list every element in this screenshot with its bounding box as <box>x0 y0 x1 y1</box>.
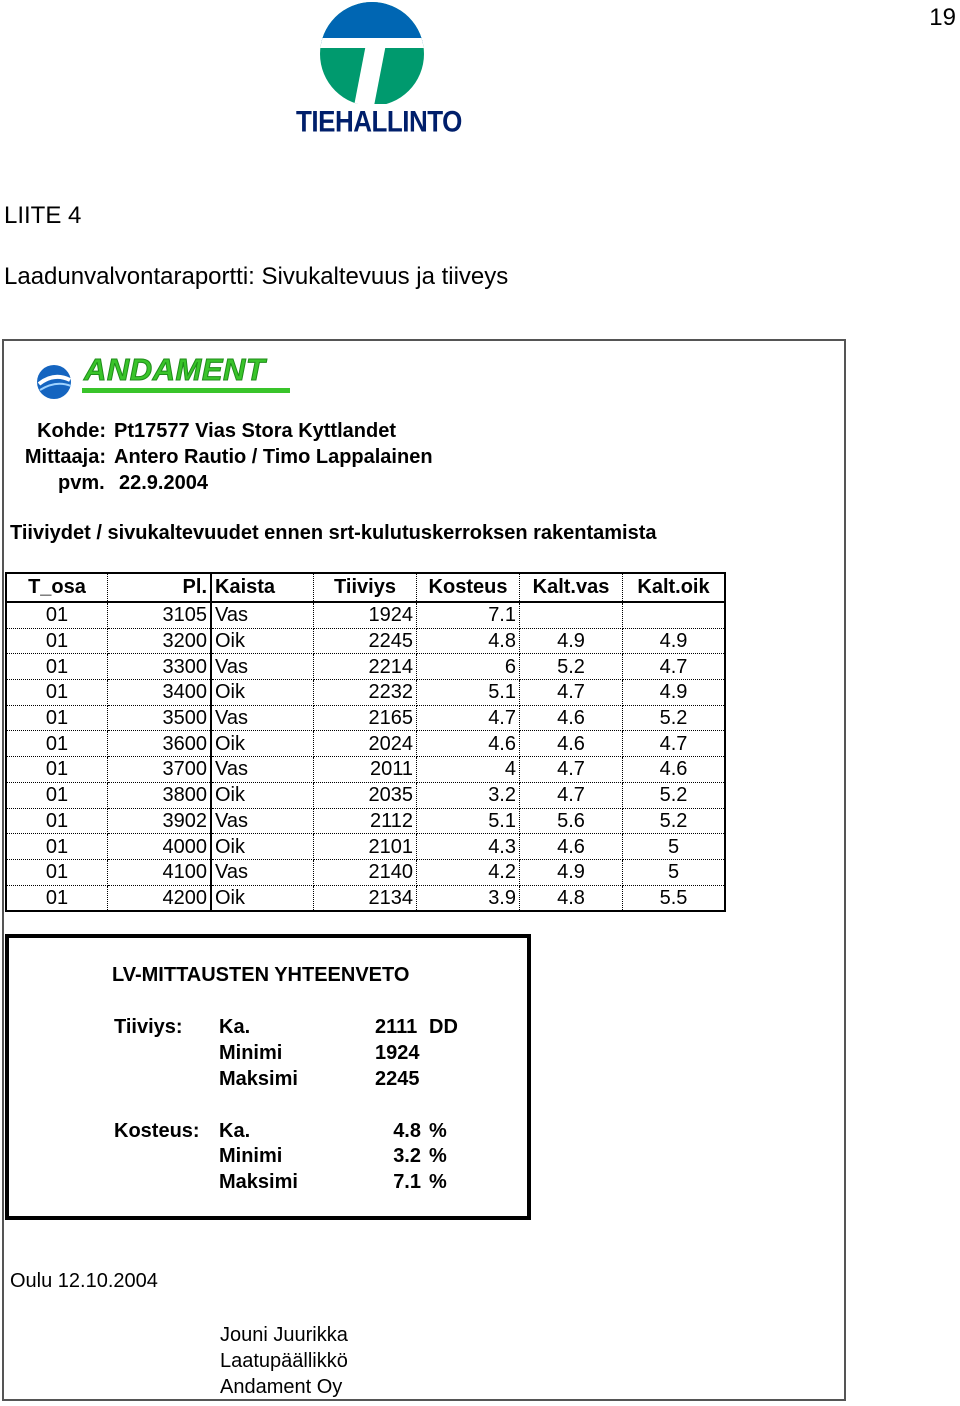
kosteus-max-value: 7.1 <box>393 1171 421 1193</box>
cell-kalt-oik <box>623 602 726 628</box>
col-header-kalt-oik: Kalt.oik <box>623 573 726 602</box>
kosteus-min-label: Minimi <box>219 1145 283 1167</box>
table-row <box>6 680 725 706</box>
cell-kaista: Vas <box>211 859 314 885</box>
table-row <box>6 628 725 654</box>
table-row <box>6 885 725 911</box>
cell-kalt-vas: 4.7 <box>520 782 623 808</box>
cell-kalt-oik: 4.7 <box>623 654 726 680</box>
pvm-value: 22.9.2004 <box>119 472 208 494</box>
tiiviys-ka-label: Ka. <box>219 1016 251 1038</box>
table-row <box>6 834 725 860</box>
cell-kalt-oik: 5 <box>623 834 726 860</box>
kosteus-min-unit: % <box>429 1145 447 1167</box>
cell-pl: 4000 <box>108 834 212 860</box>
pvm-label: pvm. <box>58 472 105 494</box>
cell-tiiviys: 2214 <box>314 654 417 680</box>
cell-pl: 3400 <box>108 680 212 706</box>
cell-kaista: Oik <box>211 731 314 757</box>
cell-tiiviys: 1924 <box>314 602 417 628</box>
cell-t-osa: 01 <box>6 859 108 885</box>
cell-pl: 4200 <box>108 885 212 911</box>
cell-kaista: Oik <box>211 885 314 911</box>
kohde-value: Pt17577 Vias Stora Kyttlandet <box>114 420 396 442</box>
tiehallinto-logo <box>296 0 462 140</box>
cell-kalt-vas: 4.9 <box>520 628 623 654</box>
cell-kaista: Vas <box>211 602 314 628</box>
report-title: Laadunvalvontaraportti: Sivukaltevuus ja tiiveys <box>4 263 509 290</box>
cell-kosteus: 4.3 <box>417 834 520 860</box>
table-row <box>6 859 725 885</box>
cell-kalt-oik: 5.5 <box>623 885 726 911</box>
cell-kosteus: 3.2 <box>417 782 520 808</box>
table-row <box>6 654 725 680</box>
signature-block <box>220 1322 348 1400</box>
table-row <box>6 782 725 808</box>
cell-kalt-vas: 4.7 <box>520 757 623 783</box>
cell-kosteus: 5.1 <box>417 680 520 706</box>
kosteus-min-value: 3.2 <box>393 1145 421 1167</box>
tiehallinto-emblem-icon <box>296 0 448 104</box>
page-number: 19 <box>929 4 956 31</box>
cell-kaista: Vas <box>211 808 314 834</box>
cell-pl: 3700 <box>108 757 212 783</box>
table-row <box>6 808 725 834</box>
table-row <box>6 602 725 628</box>
andament-logo <box>34 352 304 402</box>
signer-title: Laatupäällikkö <box>220 1350 348 1372</box>
andament-logo-text: ANDAMENT <box>84 352 266 387</box>
cell-tiiviys: 2165 <box>314 705 417 731</box>
cell-kaista: Oik <box>211 782 314 808</box>
mittaaja-label: Mittaaja: <box>24 446 106 468</box>
tiehallinto-logo-text: TIEHALLINTO <box>296 104 462 139</box>
cell-kosteus: 4.2 <box>417 859 520 885</box>
cell-t-osa: 01 <box>6 834 108 860</box>
cell-tiiviys: 2112 <box>314 808 417 834</box>
cell-t-osa: 01 <box>6 757 108 783</box>
cell-kalt-vas: 4.6 <box>520 705 623 731</box>
andament-globe-icon <box>34 364 78 408</box>
cell-tiiviys: 2245 <box>314 628 417 654</box>
cell-kalt-oik: 4.6 <box>623 757 726 783</box>
col-header-pl: Pl. <box>108 573 212 602</box>
kohde-label: Kohde: <box>37 420 106 442</box>
kosteus-ka-value: 4.8 <box>393 1120 421 1142</box>
cell-tiiviys: 2101 <box>314 834 417 860</box>
summary-box <box>5 934 531 1220</box>
cell-t-osa: 01 <box>6 885 108 911</box>
appendix-label: LIITE 4 <box>4 202 82 229</box>
signer-company: Andament Oy <box>220 1376 343 1398</box>
cell-t-osa: 01 <box>6 808 108 834</box>
cell-t-osa: 01 <box>6 731 108 757</box>
col-header-kosteus: Kosteus <box>417 573 520 602</box>
cell-kalt-oik: 5.2 <box>623 705 726 731</box>
col-header-t-osa: T_osa <box>6 573 108 602</box>
cell-kosteus: 4 <box>417 757 520 783</box>
cell-kalt-oik: 4.9 <box>623 680 726 706</box>
section-heading: Tiiviydet / sivukaltevuudet ennen srt-kulutuskerroksen rakentamista <box>10 522 657 544</box>
cell-kaista: Vas <box>211 757 314 783</box>
table-row <box>6 705 725 731</box>
cell-kalt-vas <box>520 602 623 628</box>
col-header-tiiviys: Tiiviys <box>314 573 417 602</box>
cell-kaista: Oik <box>211 628 314 654</box>
cell-kalt-vas: 4.8 <box>520 885 623 911</box>
tiiviys-max-label: Maksimi <box>219 1068 298 1090</box>
cell-tiiviys: 2035 <box>314 782 417 808</box>
cell-kalt-vas: 4.7 <box>520 680 623 706</box>
cell-kalt-vas: 5.2 <box>520 654 623 680</box>
andament-logo-underline <box>82 388 290 393</box>
cell-kaista: Vas <box>211 654 314 680</box>
cell-tiiviys: 2134 <box>314 885 417 911</box>
cell-kalt-vas: 4.6 <box>520 834 623 860</box>
kosteus-max-unit: % <box>429 1171 447 1193</box>
cell-kalt-vas: 4.9 <box>520 859 623 885</box>
table-row <box>6 731 725 757</box>
cell-tiiviys: 2024 <box>314 731 417 757</box>
table-header-row <box>6 573 725 602</box>
cell-kosteus: 3.9 <box>417 885 520 911</box>
cell-kaista: Oik <box>211 680 314 706</box>
mittaaja-value: Antero Rautio / Timo Lappalainen <box>114 446 433 468</box>
cell-t-osa: 01 <box>6 628 108 654</box>
cell-kalt-oik: 5.2 <box>623 782 726 808</box>
signer-name: Jouni Juurikka <box>220 1324 348 1346</box>
kosteus-ka-label: Ka. <box>219 1120 251 1142</box>
cell-tiiviys: 2011 <box>314 757 417 783</box>
cell-t-osa: 01 <box>6 705 108 731</box>
cell-pl: 3800 <box>108 782 212 808</box>
cell-kalt-vas: 5.6 <box>520 808 623 834</box>
cell-kalt-oik: 5 <box>623 859 726 885</box>
cell-pl: 3500 <box>108 705 212 731</box>
kosteus-label: Kosteus: <box>114 1120 200 1142</box>
tiiviys-ka-unit: DD <box>429 1016 458 1038</box>
cell-tiiviys: 2232 <box>314 680 417 706</box>
summary-title: LV-MITTAUSTEN YHTEENVETO <box>112 964 410 986</box>
table-row <box>6 757 725 783</box>
tiiviys-max-value: 2245 <box>375 1068 420 1090</box>
kosteus-ka-unit: % <box>429 1120 447 1142</box>
cell-pl: 3300 <box>108 654 212 680</box>
cell-kaista: Vas <box>211 705 314 731</box>
cell-kosteus: 5.1 <box>417 808 520 834</box>
cell-tiiviys: 2140 <box>314 859 417 885</box>
cell-kalt-oik: 5.2 <box>623 808 726 834</box>
cell-t-osa: 01 <box>6 602 108 628</box>
cell-kosteus: 4.8 <box>417 628 520 654</box>
tiiviys-label: Tiiviys: <box>114 1016 183 1038</box>
cell-t-osa: 01 <box>6 782 108 808</box>
cell-pl: 3105 <box>108 602 212 628</box>
measurement-table <box>5 572 726 912</box>
tiiviys-ka-value: 2111 <box>375 1016 418 1038</box>
cell-kalt-oik: 4.9 <box>623 628 726 654</box>
cell-kosteus: 7.1 <box>417 602 520 628</box>
cell-kosteus: 6 <box>417 654 520 680</box>
cell-kaista: Oik <box>211 834 314 860</box>
tiiviys-min-label: Minimi <box>219 1042 283 1064</box>
cell-pl: 3902 <box>108 808 212 834</box>
cell-t-osa: 01 <box>6 680 108 706</box>
cell-kalt-oik: 4.7 <box>623 731 726 757</box>
cell-kosteus: 4.6 <box>417 731 520 757</box>
cell-kosteus: 4.7 <box>417 705 520 731</box>
cell-pl: 3200 <box>108 628 212 654</box>
kosteus-max-label: Maksimi <box>219 1171 298 1193</box>
col-header-kalt-vas: Kalt.vas <box>520 573 623 602</box>
cell-pl: 3600 <box>108 731 212 757</box>
tiiviys-min-value: 1924 <box>375 1042 420 1064</box>
cell-kalt-vas: 4.6 <box>520 731 623 757</box>
cell-t-osa: 01 <box>6 654 108 680</box>
place-date: Oulu 12.10.2004 <box>10 1270 158 1292</box>
cell-pl: 4100 <box>108 859 212 885</box>
col-header-kaista: Kaista <box>211 573 314 602</box>
